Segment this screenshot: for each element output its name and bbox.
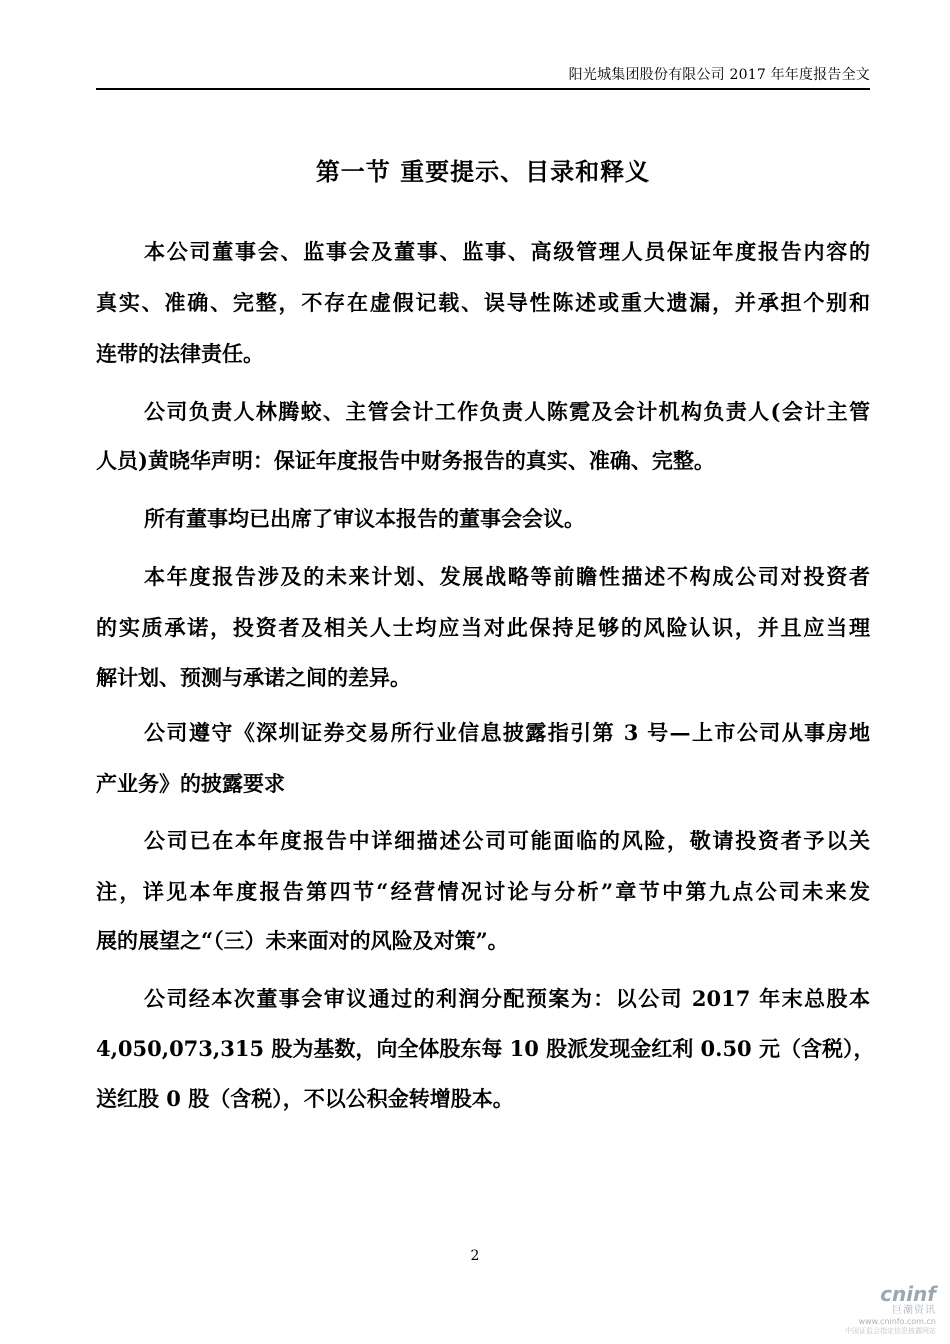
paragraph-line: 公司遵守《深圳证券交易所行业信息披露指引第 3 号—上市公司从事房地	[144, 720, 870, 745]
paragraph-line: 的实质承诺，投资者及相关人士均应当对此保持足够的风险认识，并且应当理	[96, 615, 870, 640]
section-title: 第一节 重要提示、目录和释义	[315, 157, 651, 186]
paragraph-line: 真实、准确、完整，不存在虚假记载、误导性陈述或重大遗漏，并承担个别和	[96, 290, 870, 315]
paragraph-line: 公司经本次董事会审议通过的利润分配预案为：以公司 2017 年末总股本	[144, 986, 870, 1011]
report-header-title: 阳光城集团股份有限公司 2017 年年度报告全文	[568, 67, 870, 83]
paragraph-line: 4,050,073,315 股为基数，向全体股东每 10 股派发现金红利 0.50 元（含税），	[96, 1036, 875, 1061]
cninfo-watermark	[844, 1283, 936, 1336]
paragraph-line: 连带的法律责任。	[96, 341, 264, 366]
cninfo-url: www.cninfo.com.cn	[858, 1317, 936, 1326]
paragraph-line: 人员)黄晓华声明：保证年度报告中财务报告的真实、准确、完整。	[96, 448, 715, 473]
page-number: 2	[470, 1248, 480, 1264]
paragraph-line: 所有董事均已出席了审议本报告的董事会会议。	[144, 506, 585, 531]
cninfo-tagline: 中国证监会指定信息披露网站	[845, 1327, 936, 1335]
paragraph-line: 产业务》的披露要求	[96, 771, 285, 796]
paragraph-line: 公司已在本年度报告中详细描述公司可能面临的风险，敬请投资者予以关	[144, 828, 870, 853]
paragraph-line: 注，详见本年度报告第四节“经营情况讨论与分析”章节中第九点公司未来发	[96, 879, 870, 904]
paragraph-line: 送红股 0 股（含税），不以公积金转增股本。	[96, 1086, 514, 1111]
paragraph-line: 本公司董事会、监事会及董事、监事、高级管理人员保证年度报告内容的	[144, 239, 870, 264]
paragraph-line: 本年度报告涉及的未来计划、发展战略等前瞻性描述不构成公司对投资者	[144, 564, 870, 589]
paragraph-line: 公司负责人林腾蛟、主管会计工作负责人陈霓及会计机构负责人(会计主管	[144, 399, 870, 424]
header-divider	[96, 88, 870, 90]
paragraph-line: 解计划、预测与承诺之间的差异。	[96, 665, 411, 690]
paragraph-line: 展的展望之“（三）未来面对的风险及对策”。	[96, 928, 509, 953]
cninfo-logo: cninf	[880, 1282, 936, 1306]
cninfo-name: 巨潮资讯	[892, 1305, 936, 1316]
